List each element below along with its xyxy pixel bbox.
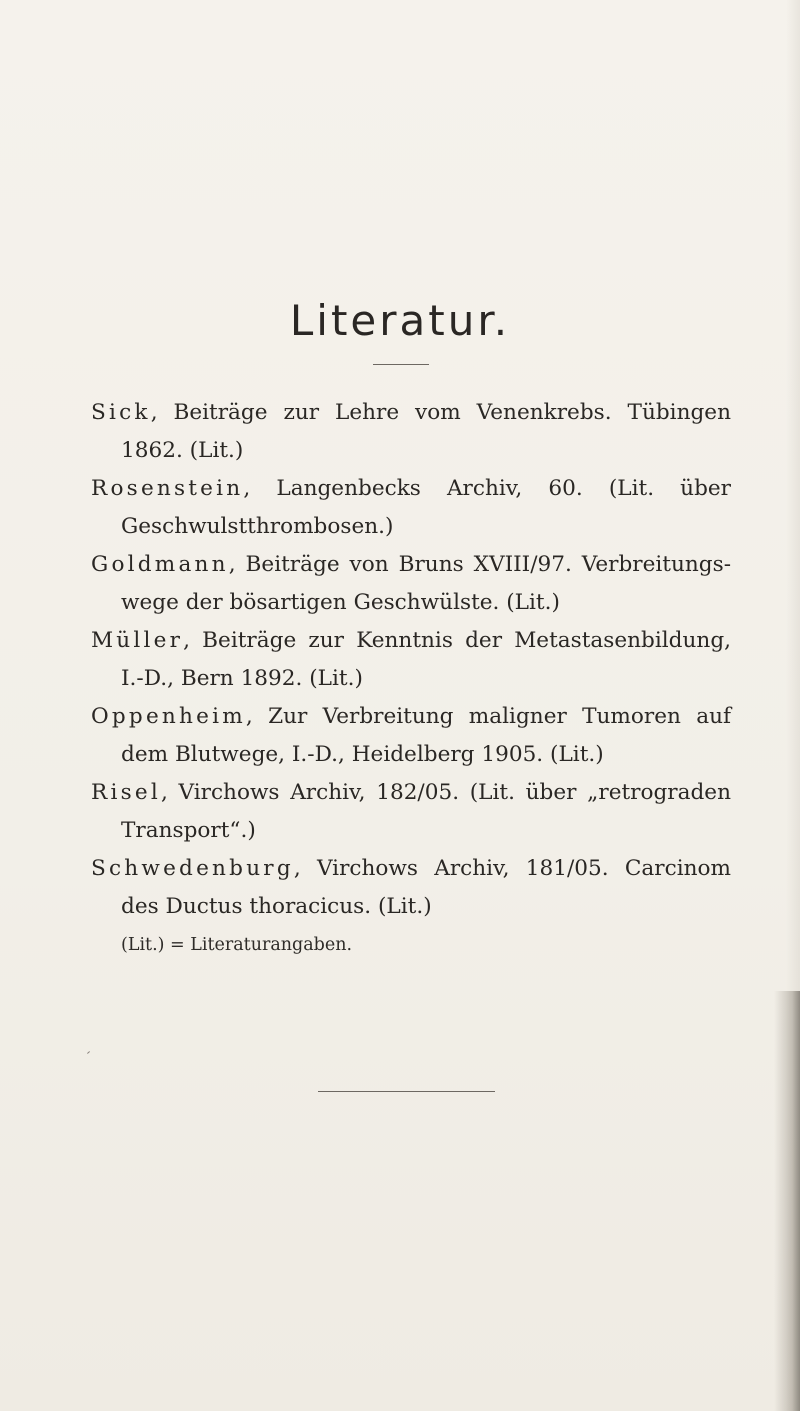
reference-text: , Beiträge zur Kenntnis der Metastasenbildung, I.-D., Bern 1892. (Lit.) <box>121 628 731 691</box>
reference-entry <box>91 774 731 850</box>
footnote: (Lit.) = Literaturangaben. <box>121 935 353 955</box>
reference-entry <box>91 470 731 546</box>
reference-text: , Beiträge von Bruns XVIII/97. Verbreitungswege der bösartigen Geschwülste. (Lit.) <box>121 552 731 615</box>
reference-entry <box>91 698 731 774</box>
title-divider <box>373 364 429 365</box>
reference-text: , Virchows Archiv, 181/05. Carcinom des Ductus thoracicus. (Lit.) <box>121 856 731 919</box>
reference-author: Schwedenburg <box>91 856 294 881</box>
reference-author: Oppenheim <box>91 704 246 729</box>
reference-entry <box>91 850 731 926</box>
reference-text: , Langenbecks Archiv, 60. (Lit. über Geschwulstthrombosen.) <box>121 476 731 539</box>
reference-author: Rosenstein <box>91 476 244 501</box>
reference-text: , Beiträge zur Lehre vom Venenkrebs. Tübingen 1862. (Lit.) <box>121 400 731 463</box>
reference-entry <box>91 622 731 698</box>
reference-author: Risel <box>91 780 161 805</box>
reference-author: Müller <box>91 628 184 653</box>
end-divider <box>318 1091 495 1092</box>
paper-speck <box>87 1051 90 1054</box>
reference-entry <box>91 394 731 470</box>
reference-entry <box>91 546 731 622</box>
page-title: Literatur. <box>289 296 511 345</box>
reference-author: Goldmann <box>91 552 229 577</box>
reference-text: , Zur Verbreitung maligner Tumoren auf dem Blutwege, I.-D., Heidelberg 1905. (Lit.) <box>121 704 731 767</box>
reference-text: , Virchows Archiv, 182/05. (Lit. über „retrograden Transport“.) <box>121 780 731 843</box>
reference-author: Sick <box>91 400 151 425</box>
reference-list <box>91 394 731 926</box>
page-binding-shadow <box>774 991 800 1411</box>
